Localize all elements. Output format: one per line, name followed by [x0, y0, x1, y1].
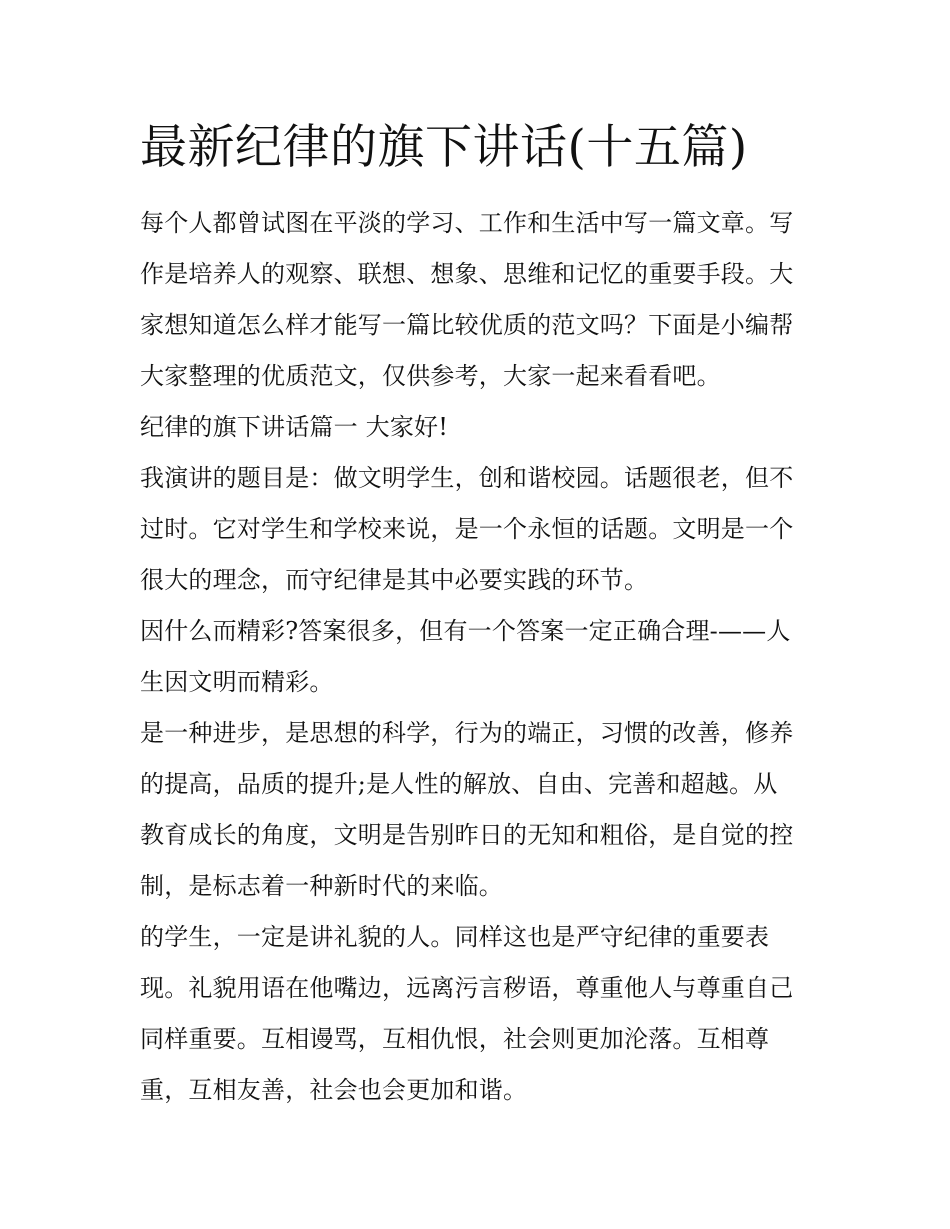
text-line: 大家整理的优质范文，仅供参考，大家一起来看看吧。: [140, 362, 721, 390]
document-title: 最新纪律的旗下讲话(十五篇): [140, 120, 748, 175]
text-line: 现。礼貌用语在他嘴边，远离污言秽语，尊重他人与尊重自己: [140, 974, 794, 1002]
document-body: [140, 112, 820, 1116]
text-line: 过时。它对学生和学校来说，是一个永恒的话题。文明是一个: [140, 515, 794, 543]
text-line: 生因文明而精彩。: [140, 668, 334, 696]
text-line: 制，是标志着一种新时代的来临。: [140, 872, 503, 900]
paragraph-section-heading: [140, 402, 820, 453]
paragraph-intro: [140, 198, 820, 402]
text-line: 教育成长的角度，文明是告别昨日的无知和粗俗，是自觉的控: [140, 821, 794, 849]
text-line: 的提高，品质的提升;是人性的解放、自由、完善和超越。从: [140, 770, 778, 798]
text-line: 我演讲的题目是：做文明学生，创和谐校园。话题很老，但不: [140, 464, 794, 492]
text-line: 作是培养人的观察、联想、想象、思维和记忆的重要手段。大: [140, 260, 794, 288]
text-line: 重，互相友善，社会也会更加和谐。: [140, 1076, 528, 1104]
paragraph-progress: [140, 708, 820, 912]
paragraph-speech-topic: [140, 453, 820, 606]
text-line: 纪律的旗下讲话篇一 大家好!: [140, 413, 449, 441]
text-line: 同样重要。互相谩骂，互相仇恨，社会则更加沦落。互相尊: [140, 1025, 770, 1053]
text-line: 是一种进步，是思想的科学，行为的端正，习惯的改善，修养: [140, 719, 794, 747]
paragraph-politeness: [140, 912, 820, 1116]
text-line: 家想知道怎么样才能写一篇比较优质的范文吗？下面是小编帮: [140, 311, 794, 339]
text-line: 的学生，一定是讲礼貌的人。同样这也是严守纪律的重要表: [140, 923, 770, 951]
text-line: 因什么而精彩?答案很多，但有一个答案一定正确合理-——人: [140, 617, 791, 645]
text-line: 每个人都曾试图在平淡的学习、工作和生活中写一篇文章。写: [140, 209, 794, 237]
paragraph-question: [140, 606, 820, 708]
text-line: 很大的理念，而守纪律是其中必要实践的环节。: [140, 566, 649, 594]
